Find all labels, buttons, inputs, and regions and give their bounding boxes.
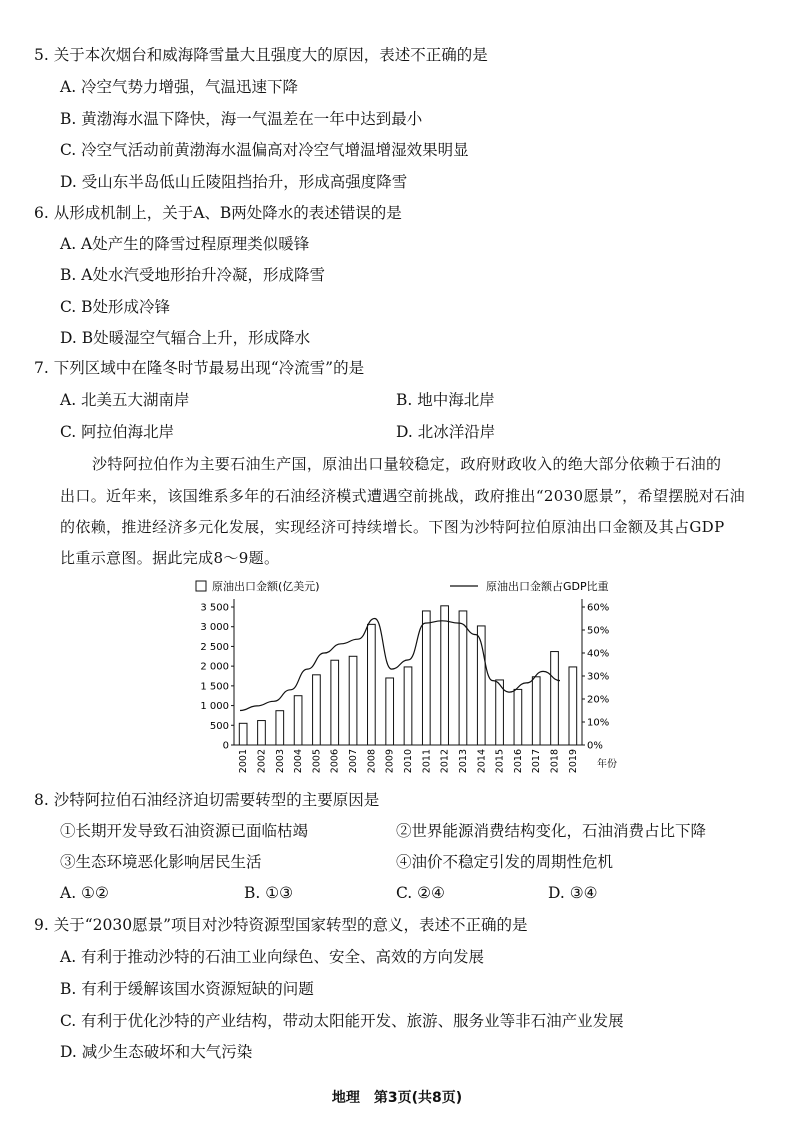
q5-stem: 5. 关于本次烟台和威海降雪量大且强度大的原因，表述不正确的是 [34,46,488,64]
q5-option-a: A. 冷空气势力增强，气温迅速下降 [60,78,299,96]
q7-option-d: D. 北冰洋沿岸 [396,423,496,441]
right-tick-label: 40% [587,648,610,660]
left-tick-label: 3 000 [200,622,229,634]
right-tick-label: 60% [587,602,610,614]
q8-option-a: A. ①② [60,884,109,902]
x-tick-label-2004: 2004 [293,749,305,774]
x-tick-label-2013: 2013 [457,749,469,774]
bar-2017 [532,677,540,745]
bar-series [239,606,576,745]
q5-option-c: C. 冷空气活动前黄渤海水温偏高对冷空气增温增湿效果明显 [60,141,469,159]
bar-2005 [313,675,321,745]
x-tick-label-2003: 2003 [274,749,286,774]
q9-option-b: B. 有利于缓解该国水资源短缺的问题 [60,980,314,998]
bar-2019 [569,667,577,745]
x-axis-label: 年份 [597,759,617,770]
left-tick-label: 500 [209,720,229,732]
q6-option-d: D. B处暖湿空气辐合上升，形成降水 [60,329,311,347]
bar-2012 [441,606,449,745]
right-tick-label: 30% [587,671,610,683]
bar-2003 [276,711,284,745]
q5-option-b: B. 黄渤海水温下降快，海一气温差在一年中达到最小 [60,110,423,128]
x-tick-label-2007: 2007 [348,749,360,774]
bar-2002 [258,721,266,745]
chart-legend [196,579,609,593]
bar-2004 [294,696,302,745]
q9-option-c: C. 有利于优化沙特的产业结构，带动太阳能开发、旅游、服务业等非石油产业发展 [60,1012,624,1030]
q8-statement-3: ③生态环境恶化影响居民生活 [60,853,262,871]
left-tick-label: 0 [222,740,229,752]
q8-statement-2: ②世界能源消费结构变化，石油消费占比下降 [396,822,707,840]
x-tick-label-2009: 2009 [384,749,396,774]
bar-2018 [551,652,559,745]
q7-option-c: C. 阿拉伯海北岸 [60,423,175,441]
x-tick-label-2010: 2010 [403,749,414,774]
x-tick-label-2006: 2006 [329,749,341,774]
x-tick-label-2002: 2002 [256,749,268,774]
q9-option-d: D. 减少生态破坏和大气污染 [60,1043,253,1061]
left-tick-label: 1 500 [200,681,229,693]
x-tick-label-2001: 2001 [238,749,250,774]
right-tick-label: 0% [587,740,603,752]
q8-statement-4: ④油价不稳定引发的周期性危机 [396,853,614,871]
passage-line-1: 沙特阿拉伯作为主要石油生产国，原油出口量较稳定，政府财政收入的绝大部分依赖于石油的 [92,455,722,473]
legend-bar-label: 原油出口金额(亿美元) [212,580,320,593]
bar-2009 [386,678,394,745]
q6-option-b: B. A处水汽受地形抬升冷凝，形成降雪 [60,266,325,284]
q6-option-a: A. A处产生的降雪过程原理类似暖锋 [60,235,310,253]
left-tick-label: 1 000 [200,701,229,713]
q6-stem: 6. 从形成机制上，关于A、B两处降水的表述错误的是 [34,204,402,222]
q8-statement-1: ①长期开发导致石油资源已面临枯竭 [60,822,309,840]
right-tick-label: 10% [587,717,610,729]
bar-2011 [422,611,430,745]
right-tick-label: 20% [587,694,610,706]
x-tick-label-2016: 2016 [512,749,524,774]
x-tick-label-2011: 2011 [421,749,433,774]
x-axis-labels [238,749,579,773]
oil-export-chart [190,575,630,780]
q7-option-a: A. 北美五大湖南岸 [60,391,190,409]
left-tick-label: 2 500 [200,641,229,653]
bar-2001 [239,723,247,745]
bar-2007 [349,656,357,745]
q9-stem: 9. 关于“2030愿景”项目对沙特资源型国家转型的意义，表述不正确的是 [34,916,528,934]
bar-2008 [368,624,376,745]
x-tick-label-2015: 2015 [494,749,506,774]
x-tick-label-2012: 2012 [439,749,451,774]
passage-line-3: 的依赖，推进经济多元化发展，实现经济可持续增长。下图为沙特阿拉伯原油出口金额及其占GDP [60,518,725,536]
x-tick-label-2005: 2005 [311,749,323,774]
bar-2010 [404,667,412,745]
q8-option-d: D. ③④ [548,884,598,902]
legend-line-label: 原油出口金额占GDP比重 [486,580,609,593]
x-tick-label-2018: 2018 [549,749,561,774]
passage-line-4: 比重示意图。据此完成8～9题。 [60,549,280,567]
x-tick-label-2008: 2008 [366,749,378,774]
bar-2015 [496,680,504,745]
bar-2016 [514,689,522,745]
q6-option-c: C. B处形成冷锋 [60,298,171,316]
q5-option-d: D. 受山东半岛低山丘陵阻挡抬升，形成高强度降雪 [60,173,408,191]
passage-line-2: 出口。近年来，该国维系多年的石油经济模式遭遇空前挑战，政府推出“2030愿景”，希望摆脱对石油 [60,487,745,505]
x-tick-label-2019: 2019 [567,749,579,774]
q8-option-c: C. ②④ [396,884,445,902]
q8-option-b: B. ①③ [244,884,294,902]
q7-stem: 7. 下列区域中在隆冬时节最易出现“冷流雪”的是 [34,359,365,377]
legend-bar-swatch [196,581,206,591]
q9-option-a: A. 有利于推动沙特的石油工业向绿色、安全、高效的方向发展 [60,948,485,966]
q7-option-b: B. 地中海北岸 [396,391,495,409]
right-axis [582,599,609,752]
x-tick-label-2017: 2017 [531,749,543,774]
left-tick-label: 2 000 [200,661,229,673]
left-tick-label: 3 500 [200,602,229,614]
page-footer: 地理 第3页(共8页) [331,1090,463,1106]
q8-stem: 8. 沙特阿拉伯石油经济迫切需要转型的主要原因是 [34,791,380,809]
bar-2013 [459,611,467,745]
right-tick-label: 50% [587,625,610,637]
bar-2006 [331,660,339,745]
x-tick-label-2014: 2014 [476,749,488,774]
gdp-share-line [240,619,560,711]
